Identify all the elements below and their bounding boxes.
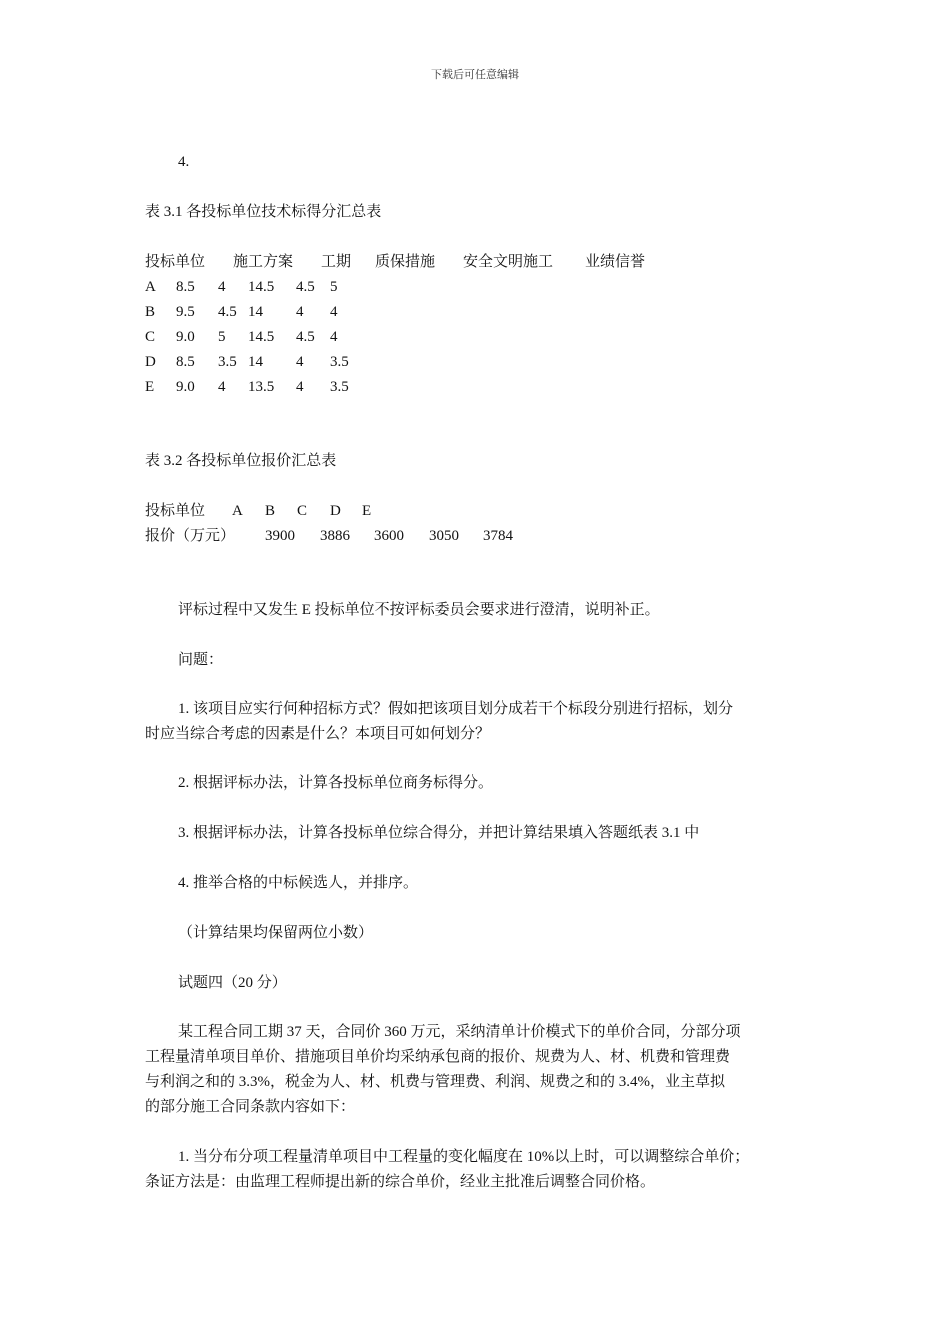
table1-header-cell: 工期 xyxy=(321,254,352,270)
clause-1-line-1: 1. 当分布分项工程量清单项目中工程量的变化幅度在 10%以上时，可以调整综合单价； xyxy=(178,1149,750,1165)
table1-cell: 3.5 xyxy=(330,354,349,370)
contract-paragraph-line-1: 某工程合同工期 37 天，合同价 360 万元，采纳清单计价模式下的单价合同，分部分项 xyxy=(178,1024,741,1040)
question-2: 2. 根据评标办法，计算各投标单位商务标得分。 xyxy=(178,775,494,791)
table1-cell: 14.5 xyxy=(248,329,275,345)
table1-cell: 9.5 xyxy=(176,304,195,320)
table1-cell: 4 xyxy=(330,304,338,320)
table1-cell: C xyxy=(145,329,156,345)
table1-cell: 3.5 xyxy=(218,354,237,370)
table2-cell: 3900 xyxy=(265,528,295,544)
table2-header-cell: D xyxy=(330,503,341,519)
table2-cell: 3600 xyxy=(374,528,404,544)
table2-header-cell: C xyxy=(297,503,308,519)
table1-cell: 5 xyxy=(330,279,338,295)
rounding-note: （计算结果均保留两位小数） xyxy=(178,925,374,941)
table1-row xyxy=(145,277,338,297)
table1-cell: 3.5 xyxy=(330,379,349,395)
table1-cell: 4.5 xyxy=(296,279,315,295)
clause-1-line-2: 条证方法是：由监理工程师提出新的综合单价，经业主批准后调整合同价格。 xyxy=(145,1174,656,1190)
table1-cell: 13.5 xyxy=(248,379,275,395)
table1-cell: 14 xyxy=(248,304,263,320)
table1-header-cell: 施工方案 xyxy=(233,254,294,270)
table2-title: 表 3.2 各投标单位报价汇总表 xyxy=(145,453,337,469)
item-number: 4. xyxy=(178,154,190,170)
table2-value-row xyxy=(145,526,513,546)
table2-header-cell: A xyxy=(232,503,243,519)
question-4: 4. 推举合格的中标候选人，并排序。 xyxy=(178,875,419,891)
question-1-line-2: 时应当综合考虑的因素是什么？本项目可如何划分？ xyxy=(145,726,491,742)
table1-cell: A xyxy=(145,279,156,295)
table1-cell: 4 xyxy=(296,354,304,370)
table2-header-cell: E xyxy=(362,503,372,519)
table2-cell: 3784 xyxy=(483,528,513,544)
table1-cell: 9.0 xyxy=(176,379,195,395)
clarification-paragraph: 评标过程中又发生 E 投标单位不按评标委员会要求进行澄清，说明补正。 xyxy=(178,602,660,618)
table1-cell: 4.5 xyxy=(218,304,237,320)
table2-header-row xyxy=(145,501,371,521)
table1-row xyxy=(145,352,349,372)
table1-cell: B xyxy=(145,304,156,320)
table2-header-cell: B xyxy=(265,503,276,519)
table1-header-cell: 投标单位 xyxy=(145,254,206,270)
table2-cell: 3050 xyxy=(429,528,459,544)
table1-cell: 14 xyxy=(248,354,263,370)
contract-paragraph-line-4: 的部分施工合同条款内容如下： xyxy=(145,1099,356,1115)
contract-paragraph-line-2: 工程量清单项目单价、措施项目单价均采纳承包商的报价、规费为人、材、机费和管理费 xyxy=(145,1049,731,1065)
table1-cell: 4 xyxy=(296,304,304,320)
table1-title: 表 3.1 各投标单位技术标得分汇总表 xyxy=(145,204,382,220)
table1-row xyxy=(145,327,338,347)
table1-header-row xyxy=(145,252,645,272)
table2-cell: 3886 xyxy=(320,528,350,544)
table1-cell: D xyxy=(145,354,156,370)
table1-cell: 4 xyxy=(218,279,226,295)
table1-cell: E xyxy=(145,379,155,395)
table1-cell: 14.5 xyxy=(248,279,275,295)
table1-row xyxy=(145,302,338,322)
table1-cell: 4 xyxy=(218,379,226,395)
questions-label: 问题： xyxy=(178,652,224,668)
contract-paragraph-line-3: 与利润之和的 3.3%，税金为人、材、机费与管理费、利润、规费之和的 3.4%，业主草拟 xyxy=(145,1074,725,1090)
table1-cell: 8.5 xyxy=(176,354,195,370)
table1-header-cell: 业绩信誉 xyxy=(585,254,646,270)
question-3: 3. 根据评标办法，计算各投标单位综合得分，并把计算结果填入答题纸表 3.1 中 xyxy=(178,825,700,841)
table1-header-cell: 质保措施 xyxy=(375,254,436,270)
table1-cell: 5 xyxy=(218,329,226,345)
table1-row xyxy=(145,377,349,397)
question-1-line-1: 1. 该项目应实行何种招标方式？假如把该项目划分成若干个标段分别进行招标，划分 xyxy=(178,701,734,717)
table1-cell: 4 xyxy=(296,379,304,395)
page-header: 下载后可任意编辑 xyxy=(431,69,519,81)
table1-cell: 4 xyxy=(330,329,338,345)
table2-cell: 报价（万元） xyxy=(145,528,236,544)
table1-cell: 8.5 xyxy=(176,279,195,295)
table1-header-cell: 安全文明施工 xyxy=(463,254,554,270)
section-heading: 试题四（20 分） xyxy=(178,975,287,991)
table2-header-cell: 投标单位 xyxy=(145,503,206,519)
table1-cell: 9.0 xyxy=(176,329,195,345)
table1-cell: 4.5 xyxy=(296,329,315,345)
